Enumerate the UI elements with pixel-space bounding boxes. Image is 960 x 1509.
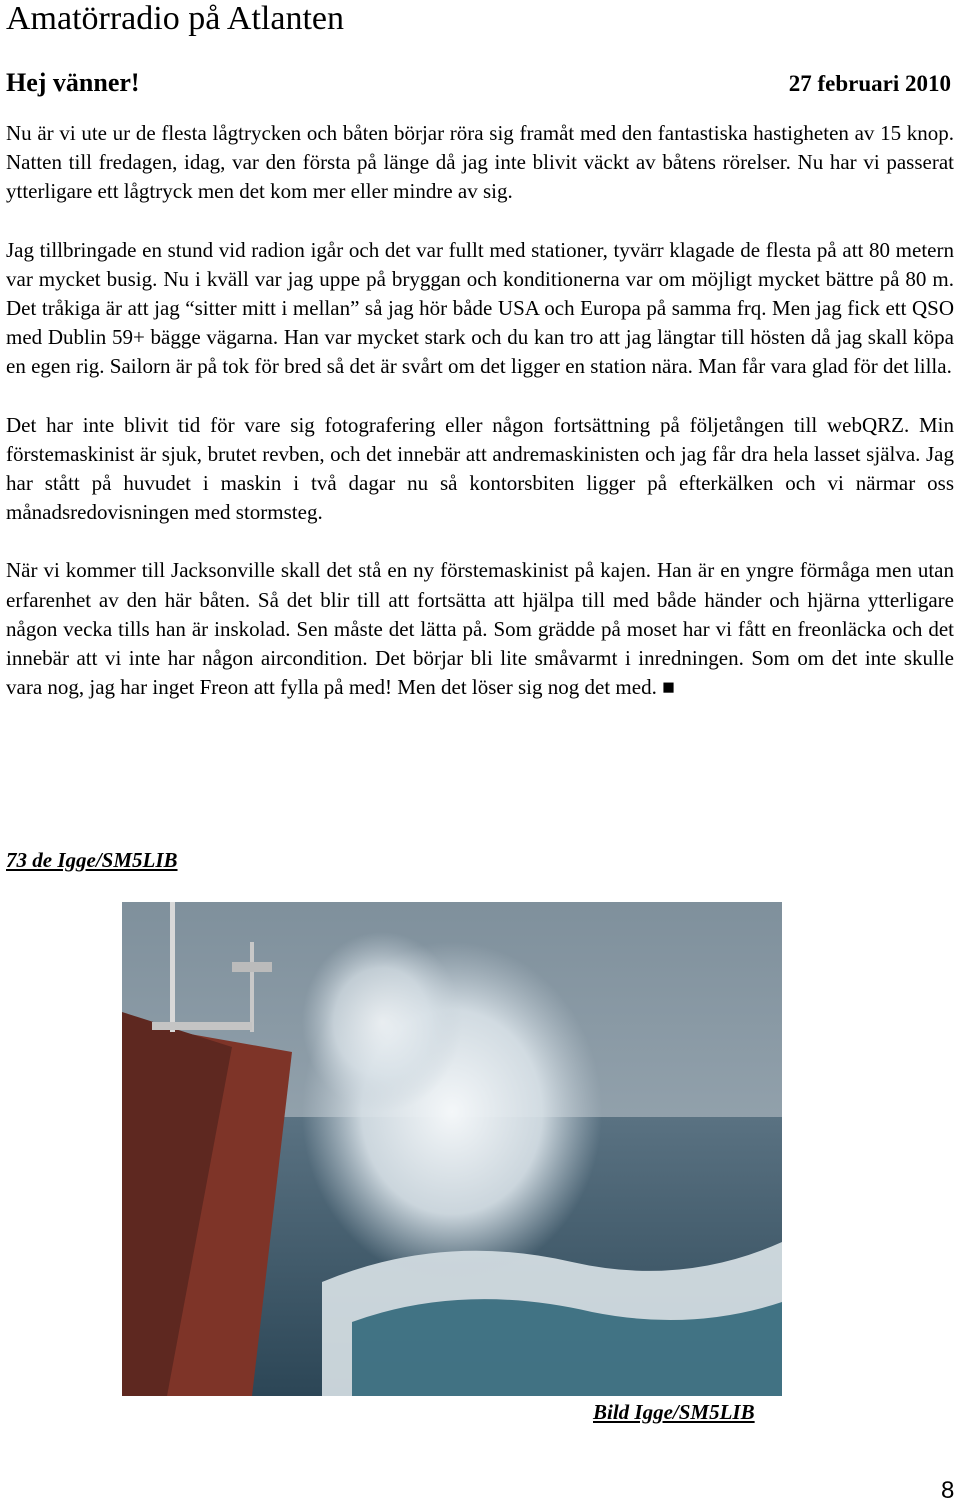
page-number: 8 bbox=[941, 1477, 955, 1504]
mast-right bbox=[250, 942, 254, 1032]
greeting: Hej vänner! bbox=[6, 68, 140, 97]
signature: 73 de Igge/SM5LIB bbox=[6, 848, 178, 872]
photo-caption: Bild Igge/SM5LIB bbox=[593, 1400, 755, 1424]
page-title: Amatörradio på Atlanten bbox=[6, 0, 345, 37]
header-row bbox=[6, 66, 951, 100]
spray-top bbox=[302, 932, 462, 1112]
paragraph: När vi kommer till Jacksonville skall det stå en ny förstemaskinist på kajen. Han är en yngre förmåga men utan erfarenhet av den här båten. Så det blir till att fortsätta att hjälpa till med både händer och hjärna ytterligare någon vecka tills han är inskolad. Sen måste det lätta på. Som grädde på moset har vi fått en freonläcka och det innebär att vi inte har någon aircondition. Det börjar bli lite småvarmt i inredningen. Som om det inte skulle vara nog, jag har inget Freon att fylla på med! Men det löser sig nog det med. ■ bbox=[6, 558, 954, 700]
deck-railing bbox=[152, 1022, 252, 1030]
paragraph: Nu är vi ute ur de flesta lågtrycken och båten börjar röra sig framåt med den fantastiska hastigheten av 15 knop. Natten till fredagen, idag, var den första på länge då jag inte blivit väckt av båtens rörelser. Nu har vi passerat ytterligare ett lågtryck men det kom mer eller mindre av sig. bbox=[6, 121, 954, 204]
article-body bbox=[6, 119, 954, 731]
ship-storm-photo bbox=[122, 902, 782, 1396]
mast bbox=[170, 902, 175, 1032]
paragraph: Jag tillbringade en stund vid radion igår och det var fullt med stationer, tyvärr klagade de flesta på att 80 metern var mycket busig. Nu i kväll var jag uppe på bryggan och konditionerna var om möjligt mycket bättre på 80 m. Det tråkiga är att jag “sitter mitt i mellan” så jag hör både USA och Europa på samma frq. Men jag fick ett QSO med Dublin 59+ bägge vägarna. Han var mycket stark och du kan tro att jag längtar till hösten då jag skall köpa en egen rig. Sailorn är på tok för bred så det är svårt om det ligger en station nära. Man får vara glad för det lilla. bbox=[6, 237, 954, 379]
article-date: 27 februari 2010 bbox=[788, 71, 951, 96]
paragraph: Det har inte blivit tid för vare sig fotografering eller någon fortsättning på följetången till webQRZ. Min förstemaskinist är sjuk, brutet revben, och det innebär att andremaskinisten och jag får dra hela lasset själva. Jag har stått på huvudet i maskin i två dagar nu så kontorsbiten ligger på efterkälken och vi närmar oss månadsredovisningen med stormsteg. bbox=[6, 412, 954, 525]
ship-storm-illustration bbox=[122, 902, 782, 1396]
railing bbox=[232, 962, 272, 972]
